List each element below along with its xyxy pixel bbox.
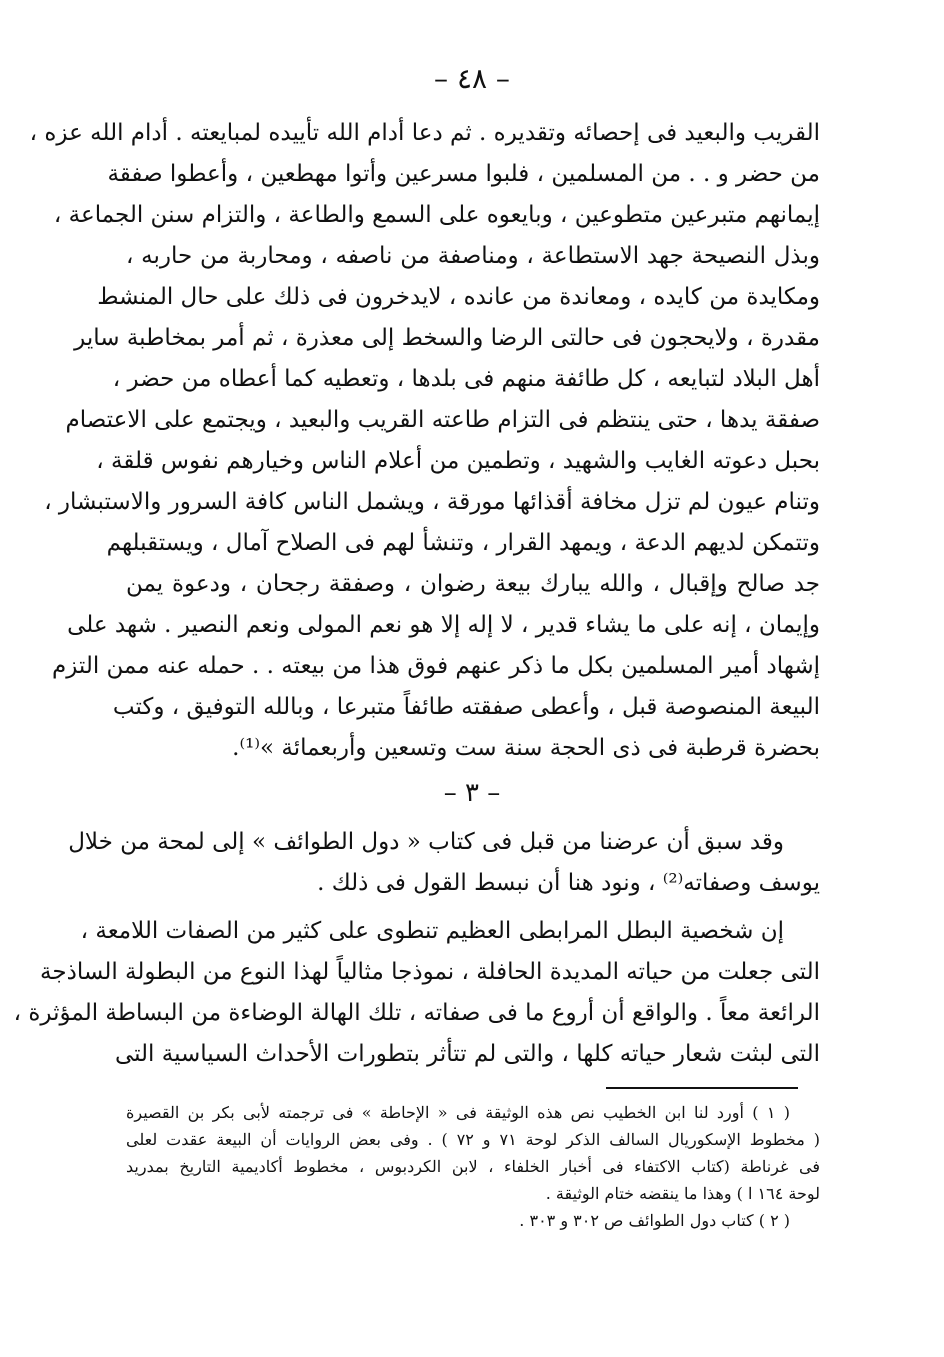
text-line: التى لبثت شعار حياته كلها ، والتى لم تتأثر بتطورات الأحداث السياسية التى (114, 1041, 820, 1067)
text-line: إشهاد أمير المسلمين بكل ما ذكر عنهم فوق هذا من بيعته . . حمله عنه ممن التزم (51, 653, 820, 679)
page-number: – ٤٨ – (434, 62, 510, 95)
text-line: وإيمان ، إنه على ما يشاء قدير ، لا إله إلا هو نعم المولى ونعم النصير . شهد على (67, 612, 820, 638)
footnote-separator (606, 1087, 798, 1089)
text-line: الرائعة معاً . والواقع أن أروع ما فى صفاته ، تلك الهالة الوضاءة من البساطة المؤثرة ، (13, 1000, 820, 1026)
footnote-line: ( مخطوط الإسكوريال السالف الذكر لوحة ٧١ و ٧٢ ) . وفى بعض الروايات أن البيعة عقدت لعلى (126, 1130, 820, 1149)
paragraph-1 (29, 113, 820, 769)
text-line: القريب والبعيد فى إحصائه وتقديره . ثم دعا أدام الله تأييده لمبايعته . أدام الله عزه ، (29, 120, 820, 146)
footnote-line: ( ١ ) أورد لنا ابن الخطيب نص هذه الوثيقة فى « الإحاطة » فى ترجمته لأبى بكر بن القصيرة (126, 1103, 791, 1122)
footnote-line: فى غرناطة (كتاب الاكتفاء فى أخبار الخلفاء ، لابن الكردبوس ، مخطوط أكاديمية التاريخ بمدريد (126, 1157, 820, 1176)
footnotes (126, 1099, 820, 1234)
footnote-line: لوحة ١٦٤ ا ) وهذا ما ينقضه ختام الوثيقة . (545, 1184, 820, 1203)
text-line: مقدرة ، ولايحجون فى حالتى الرضا والسخط إلى معذرة ، ثم أمر بمخاطبة ساير (74, 325, 820, 351)
text-line: التى جعلت من حياته المديدة الحافلة ، نموذجا مثالياً لهذا النوع من البطولة الساذجة (40, 959, 820, 985)
text-line: وتنام عيون لم تزل مخافة أقذائها مورقة ، ويشمل الناس كافة السرور والاستبشار ، (44, 489, 820, 515)
text-line: إيمانهم متبرعين متطوعين ، وبايعوه على السمع والطاعة ، والتزام سنن الجماعة ، (53, 202, 820, 228)
text-line: إن شخصية البطل المرابطى العظيم تنطوى على كثير من الصفات اللامعة ، (80, 918, 784, 944)
text-line: وتتمكن لديهم الدعة ، ويمهد القرار ، وتنشأ لهم فى الصلاح آمال ، ويستقبلهم (106, 530, 820, 556)
section-number: – ٣ – (443, 778, 501, 808)
text-line: بحضرة قرطبة فى ذى الحجة سنة ست وتسعين وأربعمائة »⁽¹⁾. (232, 735, 820, 761)
text-line: ومكايدة من كايده ، ومعاندة من عانده ، لايدخرون فى ذلك على حال المنشط (97, 284, 820, 310)
text-line: يوسف وصفاته⁽²⁾ ، ونود هنا أن نبسط القول فى ذلك . (317, 870, 820, 896)
text-line: وقد سبق أن عرضنا من قبل فى كتاب « دول الطوائف » إلى لمحة من خلال (68, 829, 784, 855)
text-line: صفقة يدها ، حتى ينتظم فى التزام طاعته القريب والبعيد ، ويجتمع على الاعتصام (65, 407, 820, 433)
text-line: بحبل دعوته الغايب والشهيد ، وتطمين من أعلام الناس وخيارهم نفوس قلقة ، (96, 448, 820, 474)
text-line: من حضر و . . من المسلمين ، فلبوا مسرعين وأتوا مهطعين ، وأعطوا صفقة (107, 161, 820, 187)
paragraph-3 (13, 911, 820, 1075)
text-line: البيعة المنصوصة قبل ، وأعطى صفقته طائفاً متبرعا ، وبالله التوفيق ، وكتب (112, 694, 820, 720)
paragraph-2 (68, 822, 820, 904)
text-line: وبذل النصيحة جهد الاستطاعة ، ومناصفة من ناصفه ، ومحاربة من حاربه ، (126, 243, 820, 269)
footnote-2: ( ٢ ) كتاب دول الطوائف ص ٣٠٢ و ٣٠٣ . (519, 1211, 790, 1230)
text-line: جد صالح وإقبال ، والله يبارك بيعة رضوان ، وصفقة رجحان ، ودعوة يمن (126, 571, 820, 597)
text-line: أهل البلاد لتبايعه ، كل طائفة منهم فى بلدها ، وتعطيه كما أعطاه من حضر ، (112, 366, 820, 392)
